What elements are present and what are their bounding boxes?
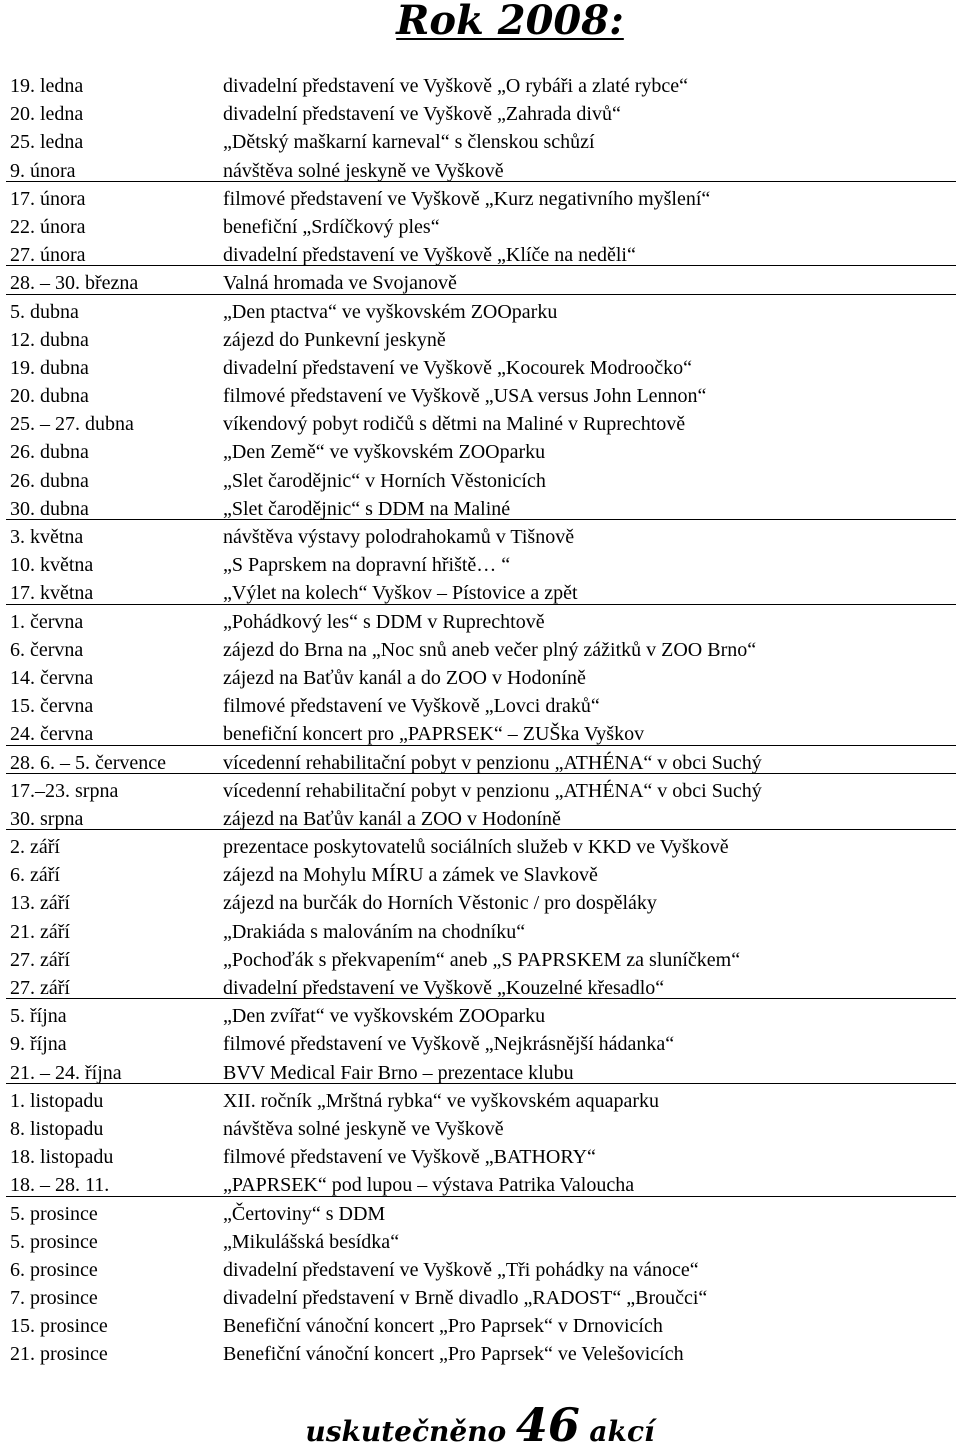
event-description: XII. ročník „Mrštná rybka“ ve vyškovském aquaparku xyxy=(223,1089,659,1112)
event-row xyxy=(0,157,960,185)
event-description: zájezd do Brna na „Noc snů aneb večer plný zážitků v ZOO Brno“ xyxy=(223,638,757,661)
event-description: filmové představení ve Vyškově „Nejkrásnější hádanka“ xyxy=(223,1033,675,1056)
event-description: „Mikulášská besídka“ xyxy=(223,1230,400,1253)
event-date: 26. dubna xyxy=(10,441,89,464)
event-description: „Čertoviny“ s DDM xyxy=(223,1202,386,1225)
event-date: 7. prosince xyxy=(10,1287,98,1310)
event-description: filmové představení ve Vyškově „Kurz negativního myšlení“ xyxy=(223,187,711,210)
event-date: 18. – 28. 11. xyxy=(10,1174,110,1197)
event-description: Valná hromada ve Svojanově xyxy=(223,272,457,295)
event-date: 28. 6. – 5. července xyxy=(10,751,167,774)
event-date: 21. září xyxy=(10,920,70,943)
event-date: 21. – 24. října xyxy=(10,1061,122,1084)
event-date: 17. února xyxy=(10,187,86,210)
event-description: vícedenní rehabilitační pobyt v penzionu „ATHÉNA“ v obci Suchý xyxy=(223,779,762,802)
event-row xyxy=(0,128,960,156)
event-date: 15. června xyxy=(10,695,94,718)
event-description: divadelní představení ve Vyškově „Kocourek Modroočko“ xyxy=(223,356,692,379)
event-date: 20. ledna xyxy=(10,103,84,126)
event-row xyxy=(0,241,960,269)
event-row xyxy=(0,467,960,495)
event-row xyxy=(0,1200,960,1228)
event-date: 12. dubna xyxy=(10,328,89,351)
event-date: 24. června xyxy=(10,723,94,746)
event-row xyxy=(0,974,960,1002)
event-description: filmové představení ve Vyškově „USA versus John Lennon“ xyxy=(223,385,707,408)
row-underline xyxy=(6,181,956,182)
event-description: divadelní představení ve Vyškově „Klíče na neděli“ xyxy=(223,244,636,267)
event-date: 21. prosince xyxy=(10,1343,108,1366)
event-description: návštěva výstavy polodrahokamů v Tišnově xyxy=(223,526,575,548)
event-row xyxy=(0,269,960,297)
event-description: zájezd na Mohylu MÍRU a zámek ve Slavkově xyxy=(223,864,598,887)
event-row xyxy=(0,1087,960,1115)
event-description: „Slet čarodějnic“ v Horních Věstonicích xyxy=(223,469,546,492)
event-row xyxy=(0,833,960,861)
event-date: 22. února xyxy=(10,215,86,238)
event-date: 19. dubna xyxy=(10,356,89,379)
event-row xyxy=(0,354,960,382)
event-date: 27. února xyxy=(10,244,86,267)
event-description: Benefiční vánoční koncert „Pro Paprsek“ v Drnovicích xyxy=(223,1315,663,1338)
event-row xyxy=(0,410,960,438)
row-underline xyxy=(6,1196,956,1197)
event-description: BVV Medical Fair Brno – prezentace klubu xyxy=(223,1061,574,1084)
event-row xyxy=(0,777,960,805)
event-date: 5. prosince xyxy=(10,1202,98,1225)
event-description: benefiční „Srdíčkový ples“ xyxy=(223,215,440,238)
event-date: 25. – 27. dubna xyxy=(10,413,134,436)
event-row xyxy=(0,889,960,917)
event-date: 30. dubna xyxy=(10,497,89,520)
row-underline xyxy=(6,265,956,266)
event-description: zájezd do Punkevní jeskyně xyxy=(223,328,446,351)
event-description: „Den zvířat“ ve vyškovském ZOOparku xyxy=(223,1005,546,1028)
event-description: „Den Země“ ve vyškovském ZOOparku xyxy=(223,441,546,464)
event-date: 20. dubna xyxy=(10,385,89,408)
event-row xyxy=(0,72,960,100)
row-underline xyxy=(6,294,956,295)
event-date: 6. června xyxy=(10,638,84,661)
event-date: 15. prosince xyxy=(10,1315,108,1338)
event-description: „Pohádkový les“ s DDM v Ruprechtově xyxy=(223,610,545,633)
event-date: 1. června xyxy=(10,610,84,633)
event-row xyxy=(0,1002,960,1030)
event-description: „Slet čarodějnic“ s DDM na Maliné xyxy=(223,497,511,520)
event-description: „S Paprskem na dopravní hřiště… “ xyxy=(223,554,511,577)
page-title: Rok 2008: xyxy=(396,0,624,44)
event-row xyxy=(0,1115,960,1143)
event-description: „Dětský maškarní karneval“ s členskou schůzí xyxy=(223,131,595,154)
event-row xyxy=(0,382,960,410)
event-date: 18. listopadu xyxy=(10,1146,114,1169)
event-date: 28. – 30. března xyxy=(10,272,139,295)
event-row xyxy=(0,213,960,241)
summary-suffix: akcí xyxy=(589,1415,655,1448)
event-row xyxy=(0,579,960,607)
event-date: 5. října xyxy=(10,1005,67,1028)
event-row xyxy=(0,1340,960,1368)
event-date: 2. září xyxy=(10,836,60,859)
event-row xyxy=(0,1143,960,1171)
event-row xyxy=(0,749,960,777)
event-description: benefiční koncert pro „PAPRSEK“ – ZUŠka Vyškov xyxy=(223,723,645,746)
event-date: 8. listopadu xyxy=(10,1117,104,1140)
row-underline xyxy=(6,745,956,746)
row-underline xyxy=(6,519,956,520)
event-row xyxy=(0,1312,960,1340)
summary-prefix: uskutečněno xyxy=(305,1415,507,1448)
event-row xyxy=(0,1256,960,1284)
event-description: „Drakiáda s malováním na chodníku“ xyxy=(223,920,526,943)
event-description: prezentace poskytovatelů sociálních služeb v KKD ve Vyškově xyxy=(223,836,729,859)
event-description: návštěva solné jeskyně ve Vyškově xyxy=(223,159,504,182)
event-description: Benefiční vánoční koncert „Pro Paprsek“ ve Velešovicích xyxy=(223,1343,684,1366)
event-description: divadelní představení ve Vyškově „Kouzelné křesadlo“ xyxy=(223,977,665,999)
event-row xyxy=(0,720,960,748)
event-row xyxy=(0,1171,960,1199)
event-description: „Pochoďák s překvapením“ aneb „S PAPRSKEM za sluníčkem“ xyxy=(223,948,741,971)
event-description: zájezd na Baťův kanál a do ZOO v Hodoníně xyxy=(223,666,586,689)
event-row xyxy=(0,523,960,551)
event-row xyxy=(0,551,960,579)
event-date: 13. září xyxy=(10,892,70,915)
event-description: divadelní představení ve Vyškově „Zahrada divů“ xyxy=(223,103,621,126)
event-row xyxy=(0,664,960,692)
event-date: 25. ledna xyxy=(10,131,84,154)
event-row xyxy=(0,495,960,523)
event-row xyxy=(0,692,960,720)
event-list xyxy=(0,72,960,1369)
event-date: 9. února xyxy=(10,159,76,182)
event-row xyxy=(0,438,960,466)
event-description: návštěva solné jeskyně ve Vyškově xyxy=(223,1117,504,1140)
event-row xyxy=(0,608,960,636)
event-date: 6. září xyxy=(10,864,60,887)
event-date: 14. června xyxy=(10,666,94,689)
event-description: „Den ptactva“ ve vyškovském ZOOparku xyxy=(223,300,558,323)
event-description: „PAPRSEK“ pod lupou – výstava Patrika Valoucha xyxy=(223,1174,635,1197)
summary-count: 46 xyxy=(515,1398,580,1452)
event-row xyxy=(0,918,960,946)
row-underline xyxy=(6,1083,956,1084)
row-underline xyxy=(6,604,956,605)
event-description: zájezd na Baťův kanál a ZOO v Hodoníně xyxy=(223,807,561,830)
event-date: 27. září xyxy=(10,948,70,971)
event-row xyxy=(0,946,960,974)
event-row xyxy=(0,185,960,213)
event-row xyxy=(0,1030,960,1058)
event-row xyxy=(0,1059,960,1087)
event-row xyxy=(0,1228,960,1256)
event-row xyxy=(0,1284,960,1312)
event-date: 17.–23. srpna xyxy=(10,779,119,802)
event-row xyxy=(0,326,960,354)
event-date: 19. ledna xyxy=(10,75,84,97)
event-description: „Výlet na kolech“ Vyškov – Pístovice a zpět xyxy=(223,582,578,605)
event-row xyxy=(0,298,960,326)
event-description: zájezd na burčák do Horních Věstonic / pro dospěláky xyxy=(223,892,657,915)
event-description: divadelní představení ve Vyškově „Tři pohádky na vánoce“ xyxy=(223,1258,699,1281)
event-description: filmové představení ve Vyškově „BATHORY“ xyxy=(223,1146,596,1169)
event-date: 5. dubna xyxy=(10,300,79,323)
summary-footer xyxy=(0,1398,960,1452)
event-description: divadelní představení v Brně divadlo „RADOST“ „Broučci“ xyxy=(223,1287,708,1310)
event-row xyxy=(0,861,960,889)
event-description: divadelní představení ve Vyškově „O rybáři a zlaté rybce“ xyxy=(223,75,688,97)
event-date: 5. prosince xyxy=(10,1230,98,1253)
event-row xyxy=(0,636,960,664)
event-date: 27. září xyxy=(10,977,70,999)
event-date: 26. dubna xyxy=(10,469,89,492)
event-row xyxy=(0,100,960,128)
event-description: vícedenní rehabilitační pobyt v penzionu „ATHÉNA“ v obci Suchý xyxy=(223,751,762,774)
event-date: 1. listopadu xyxy=(10,1089,104,1112)
event-row xyxy=(0,805,960,833)
row-underline xyxy=(6,773,956,774)
row-underline xyxy=(6,998,956,999)
event-date: 10. května xyxy=(10,554,94,577)
event-date: 17. května xyxy=(10,582,94,605)
event-description: filmové představení ve Vyškově „Lovci draků“ xyxy=(223,695,600,718)
event-date: 6. prosince xyxy=(10,1258,98,1281)
event-date: 3. května xyxy=(10,526,84,548)
row-underline xyxy=(6,829,956,830)
event-description: víkendový pobyt rodičů s dětmi na Maliné v Ruprechtově xyxy=(223,413,686,436)
event-date: 30. srpna xyxy=(10,807,84,830)
event-date: 9. října xyxy=(10,1033,67,1056)
